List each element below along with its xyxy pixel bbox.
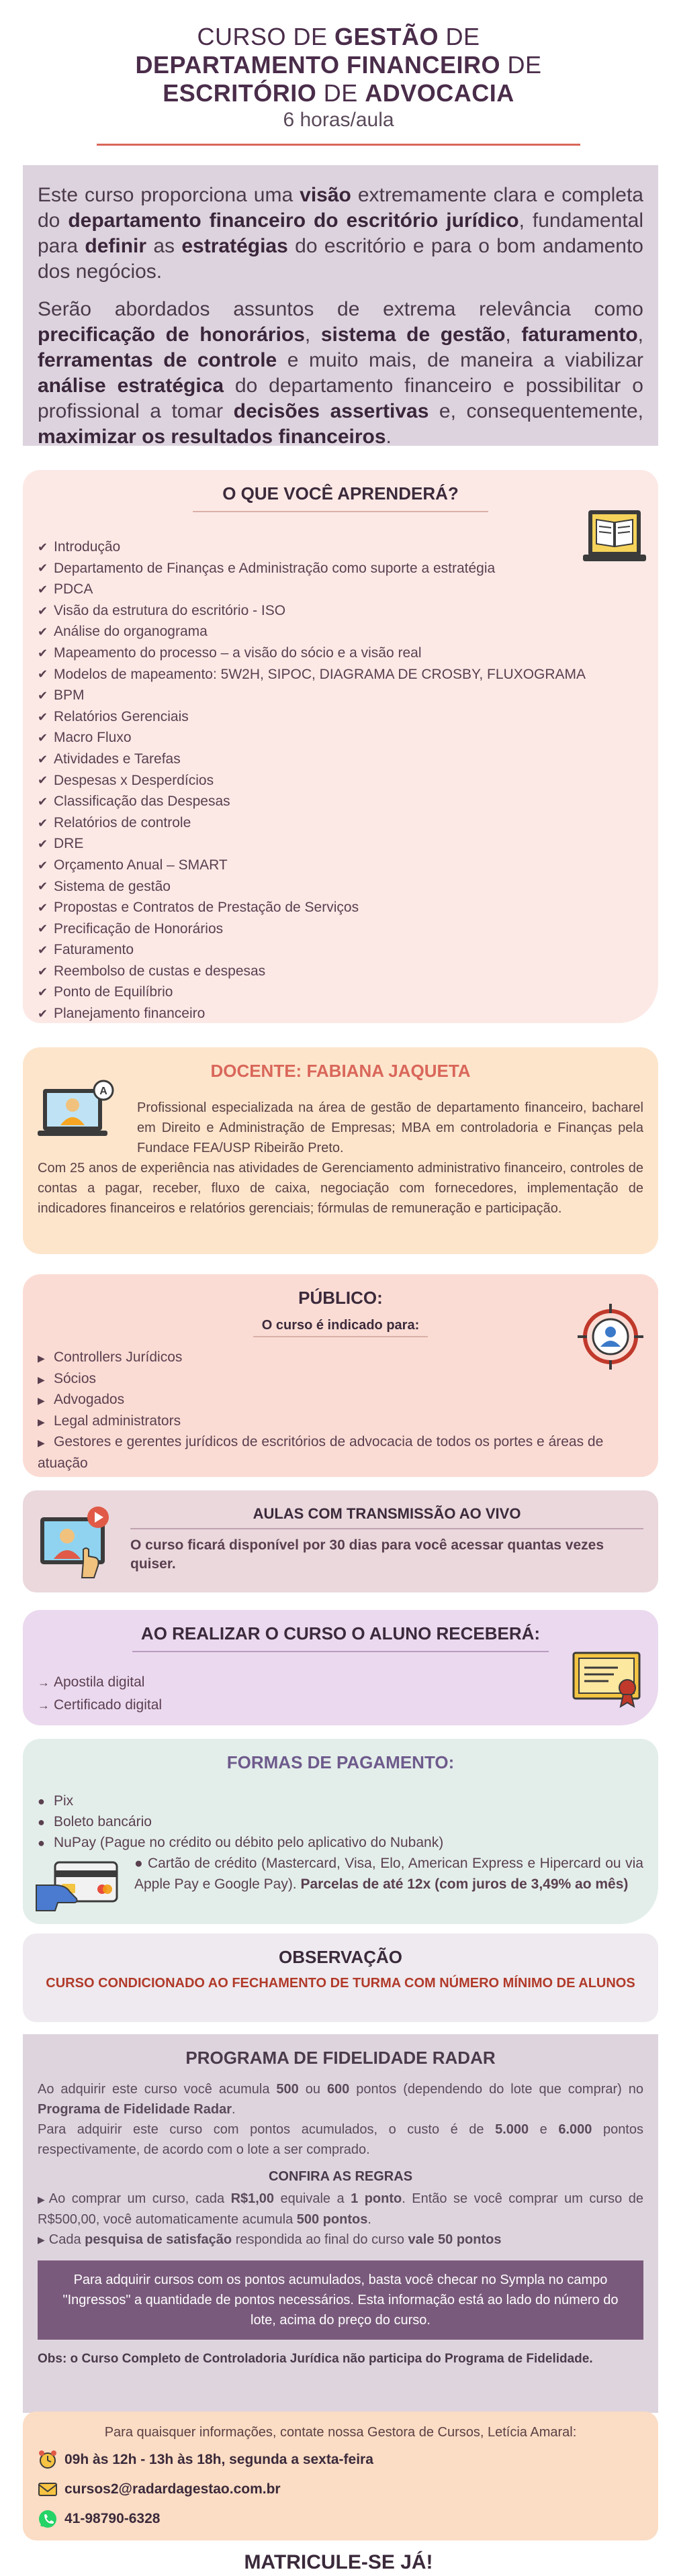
publico-lead: O curso é indicado para: [261, 1318, 420, 1333]
learn-item: ✔ Propostas e Contratos de Prestação de Serviços [38, 900, 359, 916]
bullet-icon: ● [38, 1815, 45, 1829]
learn-title: O QUE VOCÊ APRENDERÁ? [222, 483, 459, 504]
fidelidade-note: Obs: o Curso Completo de Controladoria Jurídica não participa do Programa de Fidelidade. [38, 2352, 593, 2367]
pagamento-item: ● Boleto bancário [38, 1814, 152, 1829]
recebe-list [38, 1671, 643, 1717]
pagamento-section [23, 1739, 658, 1924]
observacao-section [23, 1934, 658, 2022]
fidelidade-rule-1: ▶ Ao comprar um curso, cada R$1,00 equivale a 1 ponto. Então se você comprar um curso de R$500,00, você automaticamente acumula 500 pontos. [38, 2189, 643, 2230]
recebe-section [23, 1610, 658, 1725]
title-divider [97, 144, 580, 146]
learn-item: ✔ Sistema de gestão [38, 878, 171, 894]
docente-section [23, 1047, 658, 1254]
observacao-title: OBSERVAÇÃO [279, 1947, 402, 1967]
publico-item: ▶ Sócios [38, 1370, 97, 1386]
live-class-icon [36, 1500, 120, 1583]
aulas-text-block [130, 1505, 643, 1574]
check-icon: ✔ [38, 922, 48, 936]
header [0, 0, 677, 146]
teacher-laptop-icon [38, 1080, 118, 1147]
aulas-divider [130, 1528, 643, 1529]
publico-item: ▶ Gestores e gerentes jurídicos de escritórios de advocacia de todos os portes e áreas de atuação [38, 1434, 604, 1471]
book-laptop-icon [578, 505, 651, 579]
certificate-icon [571, 1649, 649, 1709]
publico-lead-underline [253, 1336, 428, 1337]
title-line-1: CURSO DE GESTÃO DE [197, 23, 480, 50]
learn-item: ✔ BPM [38, 687, 85, 704]
learn-item: ✔ Ponto de Equilíbrio [38, 984, 173, 1000]
docente-bio-1: Profissional especializada na área de gestão de departamento financeiro, bacharel em Direito e Administração de Empresas; MBA em controladoria e Finanças pela Fundace FEA/USP Ribeirão Preto. [137, 1100, 643, 1155]
contato-email-link[interactable]: cursos2@radardagestao.com.br [64, 2481, 281, 2497]
check-icon: ✔ [38, 688, 48, 702]
learn-item: ✔ Despesas x Desperdícios [38, 772, 214, 788]
email-icon [38, 2479, 58, 2499]
pagamento-item: ● NuPay (Pague no crédito ou débito pelo aplicativo do Nubank) [38, 1835, 444, 1850]
check-icon: ✔ [38, 900, 48, 914]
learn-item: ✔ Visão da estrutura do escritório - ISO [38, 602, 286, 618]
pagamento-card-option: ● Cartão de crédito (Mastercard, Visa, Elo, American Express e Hipercard ou via Apple Pay e Google Pay). Parcelas de até 12x (com juros de 3,49% ao mês) [134, 1856, 643, 1892]
observacao-text: CURSO CONDICIONADO AO FECHAMENTO DE TURMA COM NÚMERO MÍNIMO DE ALUNOS [46, 1976, 635, 1991]
fidelidade-rule-2: ▶ Cada pesquisa de satisfação respondida ao final do curso vale 50 pontos [38, 2230, 643, 2250]
check-icon: ✔ [38, 773, 48, 788]
check-icon: ✔ [38, 752, 48, 766]
check-icon: ✔ [38, 1006, 48, 1020]
bullet-icon: ● [38, 1795, 45, 1808]
learn-list [38, 536, 643, 1024]
title-line-3: ESCRITÓRIO DE ADVOCACIA [163, 79, 514, 107]
intro-paragraph-2: Serão abordados assuntos de extrema relevância como precificação de honorários, sistema de gestão, faturamento, ferramentas de controle e muito mais, de maneira a viabilizar análise estratégica do departamento financeiro e possibilitar o profissional a tomar decisões assertivas e, consequentemente, maximizar os resultados financeiros. [38, 298, 644, 448]
svg-text:A: A [99, 1086, 107, 1097]
triangle-bullet-icon: ▶ [38, 1395, 45, 1406]
learn-item: ✔ Mapeamento do processo – a visão do sócio e a visão real [38, 645, 422, 661]
fidelidade-info-box: Para adquirir cursos com os pontos acumulados, basta você checar no Sympla no campo "Ingressos" a quantidade de pontos necessários. Esta informação está ao lado do número do lote, acima do preço do curso. [38, 2260, 643, 2340]
docente-title: DOCENTE: FABIANA JAQUETA [210, 1061, 471, 1081]
check-icon: ✔ [38, 667, 48, 681]
alarm-clock-icon [38, 2450, 58, 2470]
contato-phone-row[interactable] [38, 2509, 643, 2529]
check-icon: ✔ [38, 582, 48, 596]
learn-item: ✔ Modelos de mapeamento: 5W2H, SIPOC, DIAGRAMA DE CROSBY, FLUXOGRAMA [38, 666, 586, 682]
aulas-text: O curso ficará disponível por 30 dias para você acessar quantas vezes quiser. [130, 1537, 604, 1572]
check-icon: ✔ [38, 561, 48, 575]
title-line-2: DEPARTAMENTO FINANCEIRO DE [135, 51, 542, 79]
recebe-item: → Apostila digital [38, 1674, 145, 1690]
contato-phone-link[interactable]: 41-98790-6328 [64, 2511, 161, 2526]
learn-title-underline [193, 511, 488, 512]
fidelidade-section [23, 2034, 658, 2413]
recebe-item: → Certificado digital [38, 1697, 163, 1713]
learn-item: ✔ Relatórios de controle [38, 814, 191, 830]
bullet-icon: ● [38, 1836, 45, 1850]
fidelidade-title: PROGRAMA DE FIDELIDADE RADAR [185, 2048, 496, 2068]
learn-item: ✔ Reembolso de custas e despesas [38, 963, 266, 979]
check-icon: ✔ [38, 964, 48, 978]
aulas-section [23, 1490, 658, 1592]
learn-item: ✔ Análise do organograma [38, 624, 208, 640]
publico-section [23, 1274, 658, 1477]
check-icon: ✔ [38, 540, 48, 554]
check-icon: ✔ [38, 625, 48, 639]
check-icon: ✔ [38, 794, 48, 808]
cta-enroll[interactable]: MATRICULE-SE JÁ! [244, 2551, 433, 2573]
fidelidade-rules-title: CONFIRA AS REGRAS [268, 2169, 413, 2184]
publico-item: ▶ Controllers Jurídicos [38, 1349, 183, 1365]
whatsapp-icon [38, 2509, 58, 2529]
check-icon: ✔ [38, 604, 48, 618]
triangle-bullet-icon: ▶ [38, 2234, 45, 2246]
check-icon: ✔ [38, 986, 48, 1000]
contato-email-row[interactable] [38, 2479, 643, 2499]
arrow-right-icon: → [38, 1676, 50, 1689]
triangle-bullet-icon: ▶ [38, 1416, 45, 1427]
course-hours: 6 horas/aula [283, 109, 394, 131]
check-icon: ✔ [38, 879, 48, 894]
triangle-bullet-icon: ▶ [38, 1437, 45, 1448]
learn-item: ✔ Macro Fluxo [38, 730, 132, 746]
publico-item: ▶ Legal administrators [38, 1413, 181, 1429]
check-icon: ✔ [38, 710, 48, 724]
contato-intro: Para quaisquer informações, contate nossa Gestora de Cursos, Letícia Amaral: [104, 2425, 577, 2440]
publico-item: ▶ Advogados [38, 1392, 125, 1407]
check-icon: ✔ [38, 943, 48, 957]
pagamento-item: ● Pix [38, 1793, 74, 1809]
triangle-bullet-icon: ▶ [38, 1374, 45, 1385]
contato-section [23, 2412, 658, 2540]
learn-item: ✔ Departamento de Finanças e Administração como suporte a estratégia [38, 560, 496, 576]
triangle-bullet-icon: ▶ [38, 2193, 45, 2205]
learn-item: ✔ Planejamento financeiro [38, 1006, 206, 1022]
check-icon: ✔ [38, 731, 48, 745]
fidelidade-paragraph-1: Ao adquirir este curso você acumula 500 ou 600 pontos (dependendo do lote que comprar) no Programa de Fidelidade Radar. [38, 2082, 644, 2117]
pagamento-title: FORMAS DE PAGAMENTO: [226, 1752, 455, 1772]
intro-paragraph-1: Este curso proporciona uma visão extremamente clara e completa do departamento financeiro do escritório jurídico, fundamental para definir as estratégias do escritório e para o bom andamento dos negócios. [38, 184, 643, 283]
learn-item: ✔ Orçamento Anual – SMART [38, 857, 228, 873]
learn-item: ✔ Classificação das Despesas [38, 794, 230, 810]
learn-item: ✔ Precificação de Honorários [38, 920, 224, 937]
check-icon: ✔ [38, 837, 48, 851]
pagamento-list [38, 1791, 643, 1853]
check-icon: ✔ [38, 858, 48, 872]
check-icon: ✔ [38, 816, 48, 830]
credit-card-hand-icon [35, 1858, 122, 1913]
recebe-title-underline [132, 1651, 549, 1652]
docente-bio-2: Com 25 anos de experiência nas atividades de Gerenciamento administrativo financeiro, controles de contas a pagar, receber, fluxo de caixa, negociação com fornecedores, implementação de indicadores financeiros e relatórios gerenciais; fórmulas de remuneração e participação. [38, 1161, 643, 1216]
arrow-right-icon: → [38, 1699, 50, 1712]
learn-section [23, 470, 658, 1023]
check-icon: ✔ [38, 646, 48, 660]
learn-item: ✔ PDCA [38, 581, 93, 598]
learn-item: ✔ Atividades e Tarefas [38, 751, 181, 767]
publico-title: PÚBLICO: [298, 1288, 383, 1308]
intro-block [23, 165, 658, 446]
learn-item: ✔ DRE [38, 836, 84, 852]
target-audience-icon [574, 1300, 647, 1374]
contato-hours-row: 09h às 12h - 13h às 18h, segunda a sexta-feira [38, 2450, 643, 2470]
learn-item: ✔ Faturamento [38, 942, 134, 958]
fidelidade-paragraph-2: Para adquirir este curso com pontos acumulados, o custo é de 5.000 e 6.000 pontos respectivamente, de acordo com o lote a ser comprado. [38, 2122, 643, 2157]
aulas-title: AULAS COM TRANSMISSÃO AO VIVO [253, 1505, 521, 1522]
learn-item: ✔ Introdução [38, 539, 121, 555]
learn-item: ✔ Relatórios Gerenciais [38, 708, 189, 724]
publico-list [38, 1347, 643, 1474]
recebe-title: AO REALIZAR O CURSO O ALUNO RECEBERÁ: [140, 1623, 541, 1643]
triangle-bullet-icon: ▶ [38, 1353, 45, 1364]
fidelidade-rules-list [38, 2189, 643, 2250]
